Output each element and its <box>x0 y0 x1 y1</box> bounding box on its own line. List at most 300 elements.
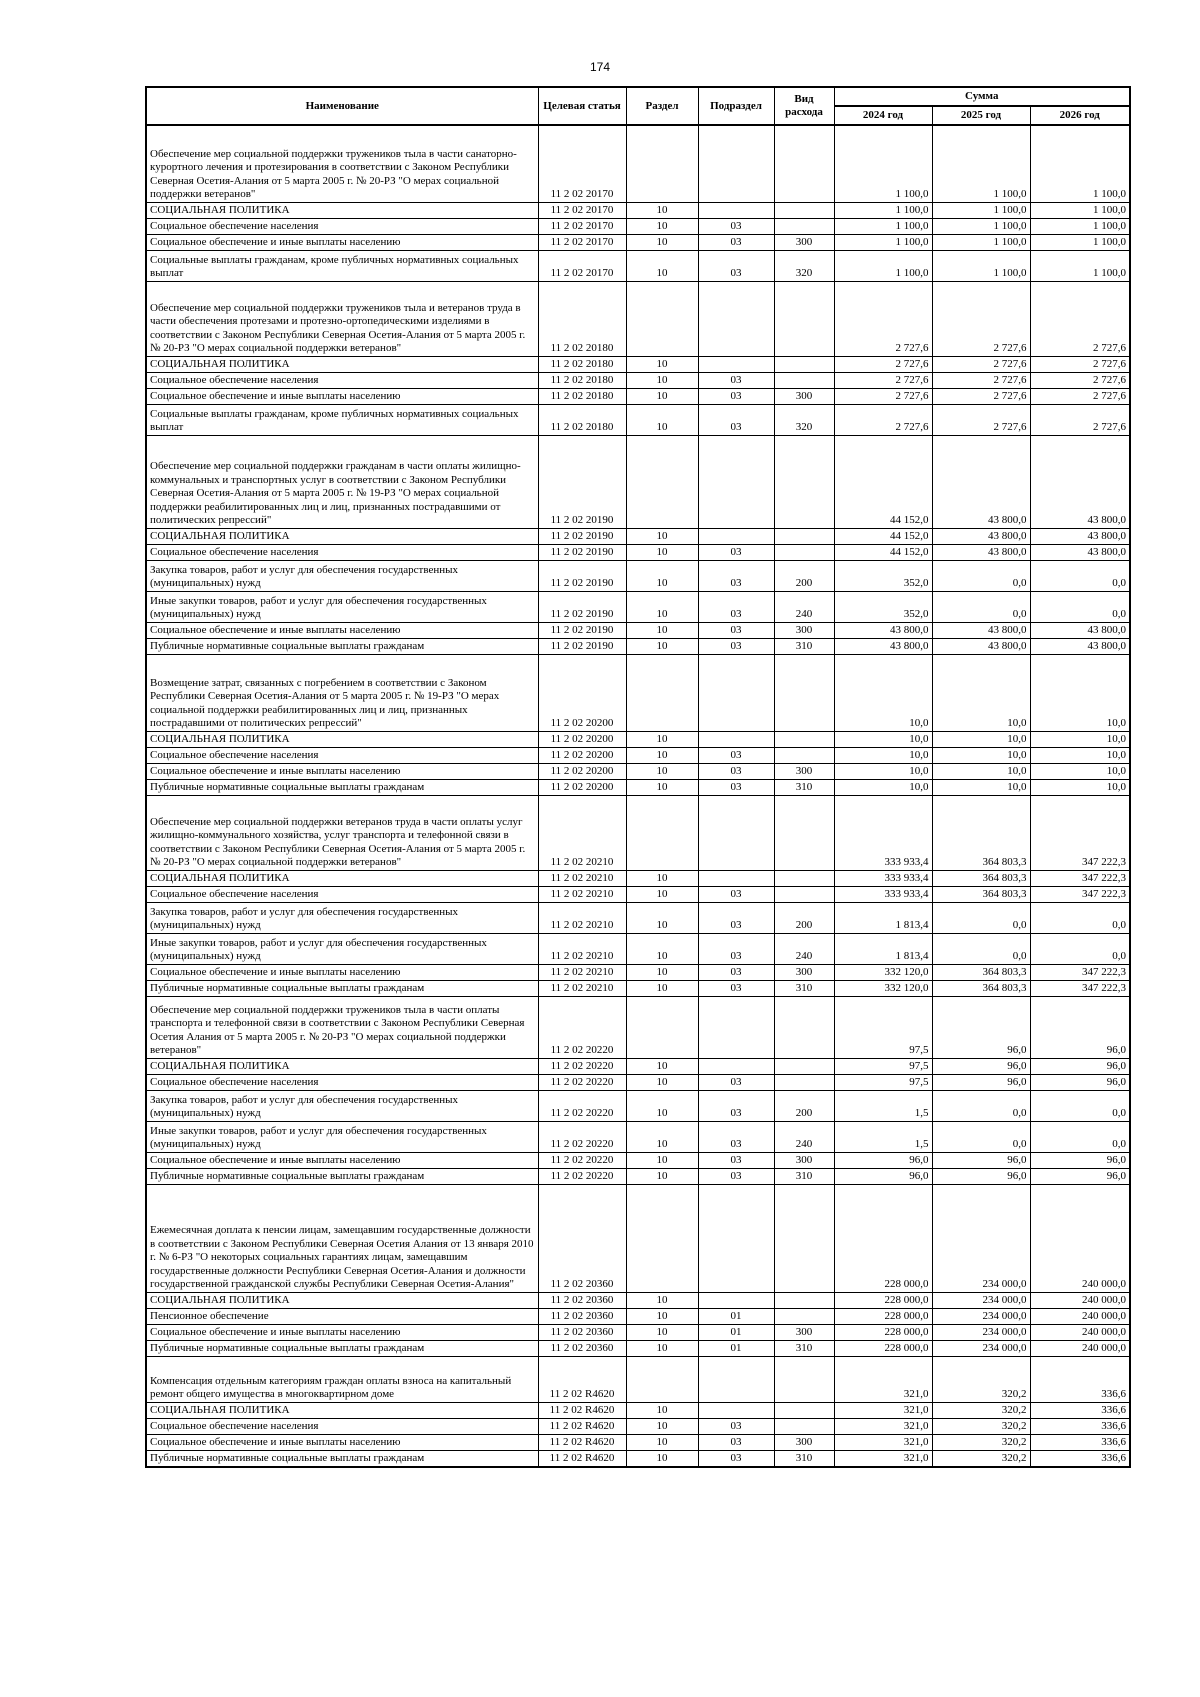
row-target-code: 11 2 02 20210 <box>538 964 626 980</box>
row-subsection <box>698 795 774 870</box>
row-sum-2024: 1,5 <box>834 1090 932 1121</box>
row-sum-2026: 347 222,3 <box>1030 795 1130 870</box>
row-sum-2026: 0,0 <box>1030 933 1130 964</box>
table-row <box>146 528 1130 544</box>
row-expense-type <box>774 886 834 902</box>
row-sum-2025: 2 727,6 <box>932 404 1030 435</box>
row-target-code: 11 2 02 R4620 <box>538 1356 626 1402</box>
row-sum-2026: 43 800,0 <box>1030 528 1130 544</box>
row-expense-type <box>774 1356 834 1402</box>
row-target-code: 11 2 02 20220 <box>538 996 626 1058</box>
row-target-code: 11 2 02 20360 <box>538 1324 626 1340</box>
row-sum-2024: 321,0 <box>834 1434 932 1450</box>
row-target-code: 11 2 02 20170 <box>538 125 626 202</box>
table-row <box>146 250 1130 281</box>
row-section <box>626 125 698 202</box>
row-sum-2026: 96,0 <box>1030 1074 1130 1090</box>
row-sum-2026: 96,0 <box>1030 1058 1130 1074</box>
header-2024: 2024 год <box>834 106 932 125</box>
row-name: Социальное обеспечение и иные выплаты населению <box>146 1152 538 1168</box>
row-target-code: 11 2 02 20190 <box>538 622 626 638</box>
row-section: 10 <box>626 980 698 996</box>
row-expense-type <box>774 1184 834 1292</box>
row-sum-2025: 96,0 <box>932 1168 1030 1184</box>
table-row <box>146 1121 1130 1152</box>
row-target-code: 11 2 02 20190 <box>538 560 626 591</box>
row-subsection: 03 <box>698 250 774 281</box>
row-section: 10 <box>626 1340 698 1356</box>
row-sum-2026: 240 000,0 <box>1030 1324 1130 1340</box>
row-expense-type <box>774 1292 834 1308</box>
row-sum-2024: 228 000,0 <box>834 1308 932 1324</box>
row-name: Иные закупки товаров, работ и услуг для обеспечения государственных (муниципальных) нужд <box>146 933 538 964</box>
row-sum-2024: 1 100,0 <box>834 250 932 281</box>
row-sum-2024: 333 933,4 <box>834 886 932 902</box>
row-expense-type: 240 <box>774 933 834 964</box>
row-section: 10 <box>626 1292 698 1308</box>
row-sum-2025: 2 727,6 <box>932 356 1030 372</box>
row-sum-2024: 333 933,4 <box>834 795 932 870</box>
table-row <box>146 591 1130 622</box>
row-name: Социальное обеспечение населения <box>146 1418 538 1434</box>
row-sum-2025: 2 727,6 <box>932 281 1030 356</box>
row-expense-type <box>774 996 834 1058</box>
row-sum-2025: 10,0 <box>932 763 1030 779</box>
row-sum-2024: 1 813,4 <box>834 933 932 964</box>
header-target: Целевая статья <box>538 87 626 125</box>
row-sum-2026: 2 727,6 <box>1030 372 1130 388</box>
row-sum-2025: 96,0 <box>932 1152 1030 1168</box>
row-target-code: 11 2 02 R4620 <box>538 1434 626 1450</box>
row-sum-2024: 1 813,4 <box>834 902 932 933</box>
row-name: Закупка товаров, работ и услуг для обеспечения государственных (муниципальных) нужд <box>146 902 538 933</box>
row-expense-type <box>774 435 834 528</box>
row-sum-2025: 234 000,0 <box>932 1292 1030 1308</box>
row-sum-2024: 2 727,6 <box>834 388 932 404</box>
table-row <box>146 933 1130 964</box>
row-section: 10 <box>626 234 698 250</box>
row-section: 10 <box>626 1450 698 1467</box>
row-sum-2025: 43 800,0 <box>932 638 1030 654</box>
row-expense-type <box>774 356 834 372</box>
row-subsection: 03 <box>698 388 774 404</box>
page-number: 174 <box>589 60 611 74</box>
row-sum-2025: 364 803,3 <box>932 795 1030 870</box>
row-section <box>626 435 698 528</box>
row-expense-type <box>774 218 834 234</box>
row-sum-2026: 240 000,0 <box>1030 1340 1130 1356</box>
row-target-code: 11 2 02 20210 <box>538 870 626 886</box>
row-section <box>626 654 698 731</box>
row-expense-type <box>774 528 834 544</box>
row-section: 10 <box>626 779 698 795</box>
row-name: Социальное обеспечение населения <box>146 544 538 560</box>
row-section: 10 <box>626 1090 698 1121</box>
table-row <box>146 356 1130 372</box>
row-target-code: 11 2 02 20180 <box>538 372 626 388</box>
table-row <box>146 1090 1130 1121</box>
row-sum-2025: 320,2 <box>932 1418 1030 1434</box>
row-section <box>626 795 698 870</box>
row-subsection: 01 <box>698 1340 774 1356</box>
row-section: 10 <box>626 591 698 622</box>
row-sum-2024: 228 000,0 <box>834 1184 932 1292</box>
row-subsection: 03 <box>698 747 774 763</box>
row-subsection: 03 <box>698 234 774 250</box>
row-subsection <box>698 356 774 372</box>
row-expense-type <box>774 731 834 747</box>
row-sum-2026: 10,0 <box>1030 747 1130 763</box>
row-sum-2026: 2 727,6 <box>1030 281 1130 356</box>
row-target-code: 11 2 02 20170 <box>538 234 626 250</box>
row-sum-2024: 2 727,6 <box>834 404 932 435</box>
row-name: Иные закупки товаров, работ и услуг для обеспечения государственных (муниципальных) нужд <box>146 1121 538 1152</box>
table-row <box>146 1058 1130 1074</box>
row-name: СОЦИАЛЬНАЯ ПОЛИТИКА <box>146 870 538 886</box>
row-target-code: 11 2 02 20190 <box>538 638 626 654</box>
row-sum-2024: 10,0 <box>834 779 932 795</box>
row-sum-2025: 10,0 <box>932 654 1030 731</box>
row-sum-2025: 96,0 <box>932 1058 1030 1074</box>
row-expense-type <box>774 1074 834 1090</box>
row-target-code: 11 2 02 20190 <box>538 528 626 544</box>
row-sum-2026: 240 000,0 <box>1030 1184 1130 1292</box>
row-name: Возмещение затрат, связанных с погребением в соответствии с Законом Республики Северная Осетия-Алания от 5 марта 2005 г. № 19-РЗ "О мерах социальной поддержки реабилитированных лиц и лиц, признанных пострадавшими от политических репрессий" <box>146 654 538 731</box>
header-2025: 2025 год <box>932 106 1030 125</box>
row-subsection: 03 <box>698 1450 774 1467</box>
budget-table <box>145 86 1131 1468</box>
table-row <box>146 1356 1130 1402</box>
row-subsection: 03 <box>698 591 774 622</box>
table-row <box>146 886 1130 902</box>
table-row <box>146 747 1130 763</box>
row-sum-2024: 1 100,0 <box>834 202 932 218</box>
row-sum-2024: 10,0 <box>834 654 932 731</box>
row-sum-2026: 10,0 <box>1030 763 1130 779</box>
table-row <box>146 622 1130 638</box>
row-sum-2026: 347 222,3 <box>1030 886 1130 902</box>
row-target-code: 11 2 02 20220 <box>538 1074 626 1090</box>
row-expense-type: 320 <box>774 404 834 435</box>
row-subsection: 03 <box>698 763 774 779</box>
row-name: Публичные нормативные социальные выплаты гражданам <box>146 1450 538 1467</box>
row-sum-2024: 10,0 <box>834 731 932 747</box>
row-sum-2026: 1 100,0 <box>1030 125 1130 202</box>
row-expense-type: 320 <box>774 250 834 281</box>
row-sum-2025: 364 803,3 <box>932 886 1030 902</box>
row-sum-2024: 352,0 <box>834 591 932 622</box>
row-target-code: 11 2 02 20220 <box>538 1152 626 1168</box>
row-sum-2026: 0,0 <box>1030 902 1130 933</box>
row-sum-2024: 97,5 <box>834 1058 932 1074</box>
row-sum-2024: 1 100,0 <box>834 234 932 250</box>
row-expense-type: 310 <box>774 638 834 654</box>
row-name: Социальное обеспечение населения <box>146 1074 538 1090</box>
row-target-code: 11 2 02 20200 <box>538 731 626 747</box>
row-subsection: 03 <box>698 1074 774 1090</box>
row-expense-type <box>774 125 834 202</box>
row-sum-2024: 228 000,0 <box>834 1340 932 1356</box>
row-target-code: 11 2 02 20220 <box>538 1168 626 1184</box>
row-name: Социальные выплаты гражданам, кроме публичных нормативных социальных выплат <box>146 404 538 435</box>
table-row <box>146 1450 1130 1467</box>
row-expense-type <box>774 1308 834 1324</box>
row-expense-type: 300 <box>774 1152 834 1168</box>
table-row <box>146 980 1130 996</box>
row-sum-2024: 97,5 <box>834 1074 932 1090</box>
row-section: 10 <box>626 250 698 281</box>
row-name: СОЦИАЛЬНАЯ ПОЛИТИКА <box>146 1058 538 1074</box>
table-row <box>146 1434 1130 1450</box>
table-row <box>146 372 1130 388</box>
row-subsection <box>698 528 774 544</box>
row-sum-2024: 1 100,0 <box>834 218 932 234</box>
row-name: Социальное обеспечение населения <box>146 886 538 902</box>
row-subsection: 03 <box>698 902 774 933</box>
table-row <box>146 1308 1130 1324</box>
row-target-code: 11 2 02 R4620 <box>538 1418 626 1434</box>
row-expense-type: 300 <box>774 622 834 638</box>
row-target-code: 11 2 02 20200 <box>538 779 626 795</box>
row-sum-2026: 10,0 <box>1030 779 1130 795</box>
row-section: 10 <box>626 202 698 218</box>
row-expense-type: 300 <box>774 1434 834 1450</box>
header-name: Наименование <box>146 87 538 125</box>
row-section: 10 <box>626 404 698 435</box>
row-target-code: 11 2 02 20180 <box>538 388 626 404</box>
row-section: 10 <box>626 763 698 779</box>
row-name: СОЦИАЛЬНАЯ ПОЛИТИКА <box>146 528 538 544</box>
row-sum-2026: 1 100,0 <box>1030 250 1130 281</box>
row-sum-2026: 96,0 <box>1030 1168 1130 1184</box>
table-row <box>146 731 1130 747</box>
row-sum-2024: 1,5 <box>834 1121 932 1152</box>
table-row <box>146 1340 1130 1356</box>
row-subsection: 03 <box>698 886 774 902</box>
row-section: 10 <box>626 528 698 544</box>
row-section <box>626 281 698 356</box>
row-sum-2026: 347 222,3 <box>1030 980 1130 996</box>
row-name: Социальное обеспечение и иные выплаты населению <box>146 234 538 250</box>
row-sum-2026: 347 222,3 <box>1030 870 1130 886</box>
row-expense-type: 240 <box>774 591 834 622</box>
row-expense-type: 300 <box>774 1324 834 1340</box>
row-sum-2025: 1 100,0 <box>932 125 1030 202</box>
row-target-code: 11 2 02 20190 <box>538 435 626 528</box>
row-target-code: 11 2 02 20200 <box>538 763 626 779</box>
table-row <box>146 1292 1130 1308</box>
row-sum-2025: 320,2 <box>932 1402 1030 1418</box>
table-row <box>146 1418 1130 1434</box>
row-target-code: 11 2 02 20360 <box>538 1184 626 1292</box>
row-sum-2025: 320,2 <box>932 1434 1030 1450</box>
row-target-code: 11 2 02 20180 <box>538 356 626 372</box>
row-sum-2025: 1 100,0 <box>932 202 1030 218</box>
row-subsection <box>698 125 774 202</box>
row-expense-type <box>774 1058 834 1074</box>
row-sum-2026: 10,0 <box>1030 731 1130 747</box>
row-section: 10 <box>626 731 698 747</box>
row-sum-2024: 228 000,0 <box>834 1324 932 1340</box>
row-subsection <box>698 281 774 356</box>
header-expense-type: Вид расхода <box>774 87 834 125</box>
table-row <box>146 996 1130 1058</box>
row-name: Социальное обеспечение и иные выплаты населению <box>146 622 538 638</box>
row-expense-type: 300 <box>774 234 834 250</box>
row-name: Публичные нормативные социальные выплаты гражданам <box>146 638 538 654</box>
row-target-code: 11 2 02 20210 <box>538 795 626 870</box>
row-section: 10 <box>626 1402 698 1418</box>
row-target-code: 11 2 02 20200 <box>538 654 626 731</box>
row-section: 10 <box>626 886 698 902</box>
row-sum-2025: 1 100,0 <box>932 234 1030 250</box>
row-sum-2025: 234 000,0 <box>932 1324 1030 1340</box>
row-sum-2026: 0,0 <box>1030 560 1130 591</box>
row-sum-2025: 234 000,0 <box>932 1184 1030 1292</box>
row-sum-2025: 0,0 <box>932 933 1030 964</box>
row-name: Социальное обеспечение и иные выплаты населению <box>146 1324 538 1340</box>
row-sum-2024: 321,0 <box>834 1450 932 1467</box>
table-body <box>146 125 1130 1467</box>
row-sum-2026: 2 727,6 <box>1030 388 1130 404</box>
row-sum-2025: 43 800,0 <box>932 622 1030 638</box>
row-section: 10 <box>626 870 698 886</box>
table-row <box>146 544 1130 560</box>
row-sum-2025: 96,0 <box>932 1074 1030 1090</box>
row-section: 10 <box>626 622 698 638</box>
row-sum-2025: 0,0 <box>932 560 1030 591</box>
row-sum-2026: 2 727,6 <box>1030 356 1130 372</box>
row-sum-2024: 43 800,0 <box>834 622 932 638</box>
row-target-code: 11 2 02 20220 <box>538 1090 626 1121</box>
row-name: Компенсация отдельным категориям граждан оплаты взноса на капитальный ремонт общего имущества в многоквартирном доме <box>146 1356 538 1402</box>
row-sum-2024: 352,0 <box>834 560 932 591</box>
row-section: 10 <box>626 372 698 388</box>
table-row <box>146 638 1130 654</box>
row-subsection: 03 <box>698 1418 774 1434</box>
row-name: Ежемесячная доплата к пенсии лицам, замещавшим государственные должности в соответствии с Законом Республики Северная Осетия Алания от 13 января 2010 г. № 6-РЗ "О некоторых социальных гарантиях лицам, замещавшим государственные должности Республики Северная Осетия-Алания и должности государственной гражданской службы Республики Северная Осетия-Алания" <box>146 1184 538 1292</box>
row-expense-type <box>774 202 834 218</box>
table-row <box>146 870 1130 886</box>
row-name: Обеспечение мер социальной поддержки тружеников тыла в части оплаты транспорта и телефонной связи в соответствии с Законом Республики Северная Осетия Алания от 5 марта 2005 г. № 20-РЗ "О мерах социальной поддержки ветеранов" <box>146 996 538 1058</box>
table-row <box>146 435 1130 528</box>
row-name: Закупка товаров, работ и услуг для обеспечения государственных (муниципальных) нужд <box>146 560 538 591</box>
row-target-code: 11 2 02 20170 <box>538 218 626 234</box>
row-subsection: 01 <box>698 1324 774 1340</box>
row-name: Социальное обеспечение и иные выплаты населению <box>146 1434 538 1450</box>
row-sum-2025: 2 727,6 <box>932 388 1030 404</box>
row-sum-2024: 44 152,0 <box>834 544 932 560</box>
row-section <box>626 996 698 1058</box>
row-name: Пенсионное обеспечение <box>146 1308 538 1324</box>
row-sum-2025: 320,2 <box>932 1450 1030 1467</box>
row-sum-2024: 321,0 <box>834 1402 932 1418</box>
row-expense-type: 300 <box>774 964 834 980</box>
row-sum-2025: 234 000,0 <box>932 1340 1030 1356</box>
table-row <box>146 1168 1130 1184</box>
header-subsection: Подраздел <box>698 87 774 125</box>
row-target-code: 11 2 02 20360 <box>538 1340 626 1356</box>
row-sum-2026: 1 100,0 <box>1030 202 1130 218</box>
row-name: Обеспечение мер социальной поддержки гражданам в части оплаты жилищно-коммунальных и транспортных услуг в соответствии с Законом Республики Северная Осетия-Алания от 5 марта 2005 г. № 19-РЗ "О мерах социальной поддержки реабилитированных лиц и лиц, признанных пострадавшими от политических репрессий" <box>146 435 538 528</box>
row-sum-2024: 96,0 <box>834 1152 932 1168</box>
row-name: Публичные нормативные социальные выплаты гражданам <box>146 779 538 795</box>
table-row <box>146 1402 1130 1418</box>
table-row <box>146 902 1130 933</box>
row-sum-2026: 336,6 <box>1030 1356 1130 1402</box>
table-row <box>146 795 1130 870</box>
row-target-code: 11 2 02 20210 <box>538 886 626 902</box>
row-sum-2026: 10,0 <box>1030 654 1130 731</box>
row-sum-2024: 333 933,4 <box>834 870 932 886</box>
table-row <box>146 654 1130 731</box>
row-subsection: 03 <box>698 372 774 388</box>
row-target-code: 11 2 02 20190 <box>538 544 626 560</box>
row-sum-2025: 320,2 <box>932 1356 1030 1402</box>
header-section: Раздел <box>626 87 698 125</box>
row-target-code: 11 2 02 20220 <box>538 1121 626 1152</box>
row-target-code: 11 2 02 20190 <box>538 591 626 622</box>
row-sum-2025: 364 803,3 <box>932 964 1030 980</box>
row-sum-2025: 1 100,0 <box>932 250 1030 281</box>
row-section: 10 <box>626 1152 698 1168</box>
table-row <box>146 234 1130 250</box>
row-name: СОЦИАЛЬНАЯ ПОЛИТИКА <box>146 202 538 218</box>
row-name: Закупка товаров, работ и услуг для обеспечения государственных (муниципальных) нужд <box>146 1090 538 1121</box>
row-name: Обеспечение мер социальной поддержки ветеранов труда в части оплаты услуг жилищно-коммунального хозяйства, услуг транспорта и телефонной связи в соответствии с Законом Республики Северная Осетия-Алания от 5 марта 2005 г. № 20-РЗ "О мерах социальной поддержки ветеранов" <box>146 795 538 870</box>
row-subsection <box>698 435 774 528</box>
row-expense-type <box>774 795 834 870</box>
header-2026: 2026 год <box>1030 106 1130 125</box>
row-sum-2024: 332 120,0 <box>834 964 932 980</box>
row-name: Социальное обеспечение и иные выплаты населению <box>146 964 538 980</box>
row-sum-2024: 44 152,0 <box>834 528 932 544</box>
table-row <box>146 763 1130 779</box>
row-subsection: 03 <box>698 1168 774 1184</box>
row-target-code: 11 2 02 20210 <box>538 980 626 996</box>
row-name: Социальное обеспечение и иные выплаты населению <box>146 388 538 404</box>
row-section: 10 <box>626 388 698 404</box>
table-row <box>146 1184 1130 1292</box>
row-subsection: 03 <box>698 622 774 638</box>
row-section: 10 <box>626 1121 698 1152</box>
row-sum-2025: 1 100,0 <box>932 218 1030 234</box>
row-expense-type: 240 <box>774 1121 834 1152</box>
row-expense-type: 300 <box>774 388 834 404</box>
row-target-code: 11 2 02 20200 <box>538 747 626 763</box>
row-target-code: 11 2 02 R4620 <box>538 1402 626 1418</box>
row-sum-2024: 2 727,6 <box>834 281 932 356</box>
row-subsection <box>698 202 774 218</box>
row-sum-2026: 336,6 <box>1030 1402 1130 1418</box>
row-expense-type: 310 <box>774 1450 834 1467</box>
row-sum-2026: 1 100,0 <box>1030 234 1130 250</box>
row-target-code: 11 2 02 20220 <box>538 1058 626 1074</box>
table-row <box>146 1152 1130 1168</box>
row-sum-2026: 1 100,0 <box>1030 218 1130 234</box>
row-sum-2025: 0,0 <box>932 591 1030 622</box>
row-subsection: 03 <box>698 1090 774 1121</box>
row-subsection: 03 <box>698 1121 774 1152</box>
table-row <box>146 1074 1130 1090</box>
row-subsection: 03 <box>698 933 774 964</box>
table-row <box>146 779 1130 795</box>
row-sum-2025: 364 803,3 <box>932 870 1030 886</box>
row-subsection: 03 <box>698 560 774 591</box>
row-subsection: 03 <box>698 779 774 795</box>
row-section: 10 <box>626 933 698 964</box>
row-subsection <box>698 1058 774 1074</box>
